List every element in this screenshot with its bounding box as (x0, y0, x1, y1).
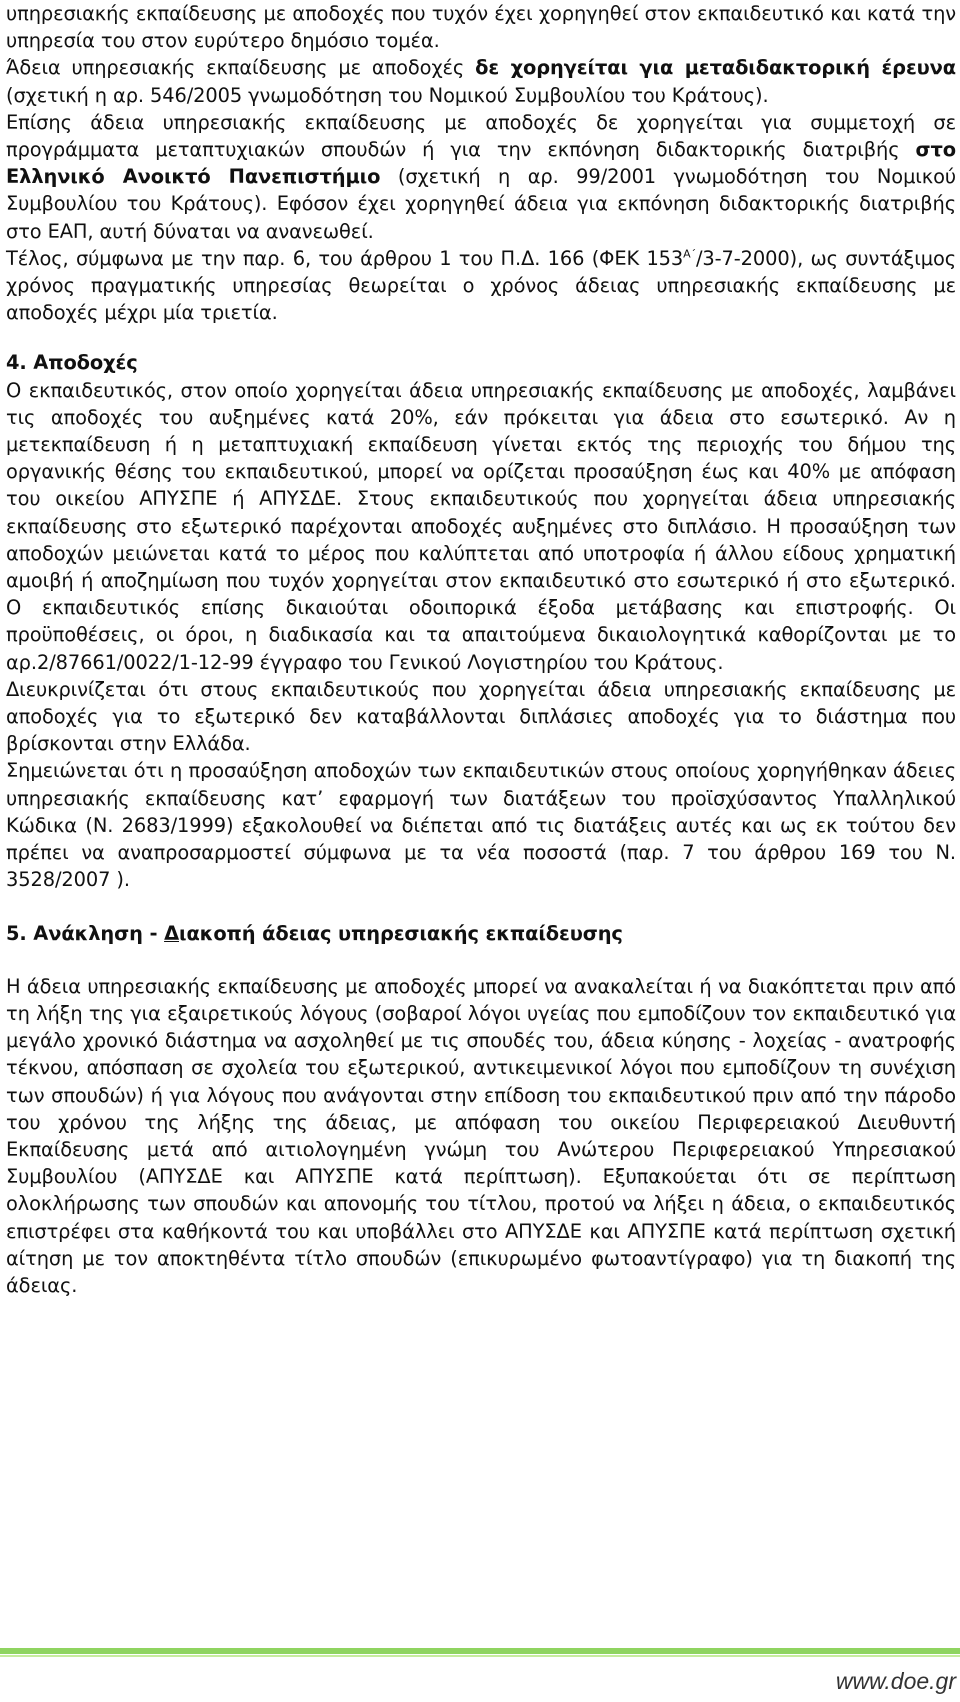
paragraph-postdoc-research: Άδεια υπηρεσιακής εκπαίδευσης με αποδοχές δε χορηγείται για μεταδιδακτορική έρευνα (σχετική η αρ. 546/2005 γνωμοδότηση του Νομικού Συμβουλίου του Κράτους). (6, 56, 956, 107)
bold-emphasis: δε χορηγείται για μεταδιδακτορική έρευνα (475, 56, 956, 80)
section-4-paragraph-2: Διευκρινίζεται ότι στους εκπαιδευτικούς που χορηγείται άδεια υπηρεσιακής εκπαίδευσης με αποδοχές για το εξωτερικό δεν καταβάλλονται διπλάσιες αποδοχές για το διάστημα που βρίσκονται στην Ελλάδα. (6, 677, 956, 756)
footer-divider-thin (0, 1655, 960, 1657)
footer-url[interactable]: www.doe.gr (835, 1668, 956, 1694)
section-5-paragraph-1: Η άδεια υπηρεσιακής εκπαίδευσης με αποδοχές μπορεί να ανακαλείται ή να διακόπτεται πριν από τη λήξη της για εξαιρετικούς λόγους (σοβαροί λόγοι υγείας που εμποδίζουν τον εκπαιδευτικό για μεγάλο χρονικό διάστημα να ασχοληθεί με τις σπουδές του, άδεια κύησης - λοχείας - ανατροφής τέκνου, απόσπαση σε σχολεία του εξωτερικού, αντικειμενικοί λόγοι που εμποδίζουν τη συνέχιση των σπουδών) ή για λόγους που ανάγονται στην επίδοση του εκπαιδευτικού πριν από την πάροδο του χρόνου της λήξης της άδειας, με απόφαση του οικείου Περιφερειακού Διευθυντή Εκπαίδευσης μετά από αιτιολογημένη γνώμη του Ανώτερου Περιφερειακού Υπηρεσιακού Συμβουλίου (ΑΠΥΣΔΕ και ΑΠΥΣΠΕ κατά περίπτωση). Εξυπακούεται ότι σε περίπτωση ολοκλήρωσης των σπουδών και απονομής του τίτλου, προτού να λήξει η άδεια, ο εκπαιδευτικός επιστρέφει στα καθήκοντά του και υποβάλλει στο ΑΠΥΣΔΕ και ΑΠΥΣΠΕ κατά περίπτωση σχετική αίτηση με τον αποκτηθέντα τίτλο σπουδών (επικυρωμένο φωτοαντίγραφο) για τη διακοπή της άδειας. (6, 974, 956, 1297)
section-4-heading: 4. Αποδοχές (6, 351, 138, 375)
superscript: Α΄ (683, 247, 696, 261)
paragraph-top-fragment: υπηρεσιακής εκπαίδευσης με αποδοχές που τυχόν έχει χορηγηθεί στον εκπαιδευτικό και κατά την υπηρεσία του στον ευρύτερο δημόσιο τομέα. (6, 2, 956, 53)
document-page (6, 0, 956, 1299)
paragraph-pension-time: Τέλος, σύμφωνα με την παρ. 6, του άρθρου 1 του Π.Δ. 166 (ΦΕΚ $153^{A΄}/3-7-2000$), ως συντάξιμος χρόνος πραγματικής υπηρεσίας θεωρείται ο χρόνος άδειας υπηρεσιακής εκπαίδευσης με αποδοχές μέχρι μία τριετία. (6, 246, 956, 325)
bold-emphasis: στο Ελληνικό Ανοικτό Πανεπιστήμιο (6, 138, 956, 189)
section-4-paragraph-1: Ο εκπαιδευτικός, στον οποίο χορηγείται άδεια υπηρεσιακής εκπαίδευσης με αποδοχές, λαμβάνει τις αποδοχές του αυξημένες κατά 20%, εάν πρόκειται για άδεια στο εσωτερικό. Αν η μετεκπαίδευση ή η μεταπτυχιακή εκπαίδευση γίνεται εκτός της περιοχής του δήμου της οργανικής θέσης του εκπαιδευτικού, μπορεί να ορίζεται προσαύξηση έως και 40% με απόφαση του οικείου ΑΠΥΣΠΕ ή ΑΠΥΣΔΕ. Στους εκπαιδευτικούς που χορηγείται άδεια υπηρεσιακής εκπαίδευσης στο εξωτερικό παρέχονται αποδοχές αυξημένες στο διπλάσιο. Η προσαύξηση των αποδοχών μειώνεται κατά το μέρος που καλύπτεται από υποτροφία ή άλλου είδους χρηματική αμοιβή ή αποζημίωση που τυχόν χορηγείται στον εκπαιδευτικό στο εσωτερικό ή στο εξωτερικό. Ο εκπαιδευτικός επίσης δικαιούται οδοιπορικά έξοδα μετάβασης και επιστροφής. Οι προϋποθέσεις, οι όροι, η διαδικασία και τα απαιτούμενα δικαιολογητικά καθορίζονται με το αρ.2/87661/0022/1-12-99 έγγραφο του Γενικού Λογιστηρίου του Κράτους. (6, 378, 956, 674)
footer-divider (0, 1648, 960, 1654)
section-5-heading: 5. Ανάκληση - Διακοπή άδειας υπηρεσιακής εκπαίδευσης (6, 921, 623, 945)
section-4-paragraph-3: Σημειώνεται ότι η προσαύξηση αποδοχών των εκπαιδευτικών στους οποίους χορηγήθηκαν άδειες υπηρεσιακής εκπαίδευσης κατ’ εφαρμογή των διατάξεων του προϊσχύσαντος Υπαλληλικού Κώδικα (Ν. 2683/1999) εξακολουθεί να διέπεται από τις διατάξεις αυτές και ως εκ τούτου δεν πρέπει να αναπροσαρμοστεί σύμφωνα με τα νέα ποσοστά (παρ. 7 του άρθρου 169 του Ν. 3528/2007 ). (6, 759, 956, 892)
paragraph-eap: Επίσης άδεια υπηρεσιακής εκπαίδευσης με αποδοχές δε χορηγείται για συμμετοχή σε προγράμματα μεταπτυχιακών σπουδών ή για την εκπόνηση διδακτορικής διατριβής στο Ελληνικό Ανοικτό Πανεπιστήμιο (σχετική η αρ. 99/2001 γνωμοδότηση του Νομικού Συμβουλίου του Κράτους). Εφόσον έχει χορηγηθεί άδεια για εκπόνηση διδακτορικής διατριβής στο ΕΑΠ, αυτή δύναται να ανανεωθεί. (6, 110, 956, 243)
